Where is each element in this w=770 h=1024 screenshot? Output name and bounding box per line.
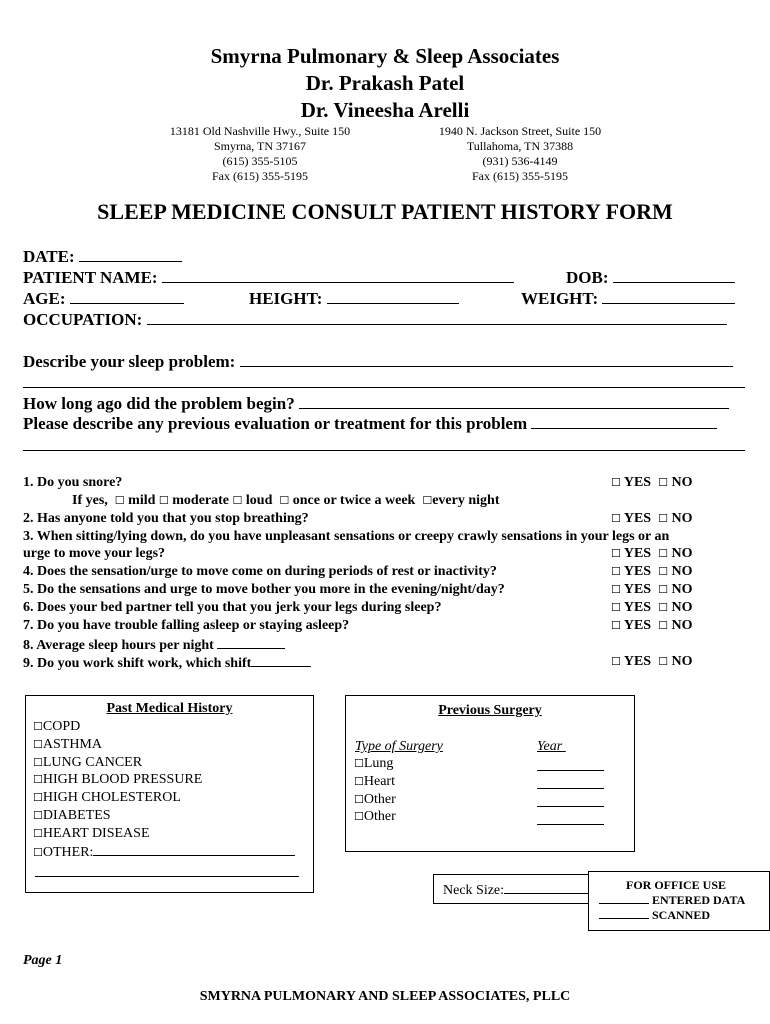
- dob-field[interactable]: DOB:: [566, 267, 735, 288]
- occupation-input-line[interactable]: [147, 309, 727, 325]
- list-item[interactable]: ☐Other: [354, 809, 396, 825]
- office-use-entered[interactable]: ENTERED DATA: [599, 893, 745, 908]
- checkbox-icon[interactable]: ☐: [33, 720, 43, 733]
- patient-name-input-line[interactable]: [162, 267, 514, 283]
- weight-input-line[interactable]: [602, 288, 735, 304]
- office-address-smyrna: 13181 Old Nashville Hwy., Suite 150 Smyrna, TN 37167 (615) 355-5105 Fax (615) 355-5195: [169, 124, 351, 183]
- past-medical-history-title: Past Medical History: [106, 701, 233, 716]
- question-evening-night: 5. Do the sensations and urge to move bother you more in the evening/night/day?: [23, 582, 505, 597]
- surgery-year-line[interactable]: [537, 824, 604, 825]
- occupation-field[interactable]: OCCUPATION:: [23, 309, 727, 330]
- checkbox-icon[interactable]: ☐: [33, 808, 43, 822]
- previous-evaluation-field[interactable]: Please describe any previous evaluation or treatment for this problem: [23, 413, 717, 434]
- page-number: Page 1: [23, 953, 63, 968]
- yes-no-stop-breathing[interactable]: ☐ YES ☐ NO: [611, 511, 693, 526]
- checkbox-icon[interactable]: ☐: [33, 773, 43, 787]
- surgery-year-line[interactable]: [537, 806, 604, 807]
- dob-input-line[interactable]: [613, 267, 735, 283]
- previous-evaluation-continuation-line[interactable]: [23, 450, 745, 451]
- list-item[interactable]: ☐HEART DISEASE: [33, 825, 150, 841]
- practice-name: Smyrna Pulmonary & Sleep Associates: [210, 44, 560, 68]
- height-field[interactable]: HEIGHT:: [249, 288, 459, 309]
- question-snore: 1. Do you snore?: [23, 475, 123, 490]
- checkbox-icon[interactable]: ☐: [114, 494, 125, 507]
- checkbox-icon[interactable]: ☐: [611, 476, 621, 489]
- problem-onset-input-line[interactable]: [299, 393, 729, 409]
- checkbox-icon[interactable]: ☐: [354, 792, 364, 806]
- medical-history-list: [33, 718, 295, 861]
- past-medical-history-box: [25, 695, 314, 893]
- checkbox-icon[interactable]: ☐: [33, 755, 43, 769]
- question-trouble-sleeping: 7. Do you have trouble falling asleep or staying asleep?: [23, 618, 350, 633]
- yes-no-shift-work[interactable]: ☐ YES ☐ NO: [611, 654, 693, 669]
- checkbox-icon[interactable]: ☐: [611, 547, 621, 560]
- checkbox-icon[interactable]: ☐: [658, 583, 668, 596]
- checkbox-icon[interactable]: ☐: [232, 494, 243, 507]
- office-use-scanned[interactable]: SCANNED: [599, 908, 710, 923]
- question-leg-sensations: 3. When sitting/lying down, do you have unpleasant sensations or creepy crawly sensations in your legs or an: [23, 529, 670, 544]
- list-item[interactable]: ☐Other: [354, 791, 396, 807]
- previous-surgery-title: Previous Surgery: [438, 703, 542, 718]
- sleep-problem-input-line[interactable]: [240, 351, 733, 367]
- question-rest-inactivity: 4. Does the sensation/urge to move come on during periods of rest or inactivity?: [23, 564, 497, 579]
- list-item[interactable]: ☐LUNG CANCER: [33, 754, 143, 770]
- list-item[interactable]: ☐OTHER:: [33, 843, 295, 862]
- list-item[interactable]: ☐Heart: [354, 773, 395, 789]
- checkbox-icon[interactable]: ☐: [279, 494, 290, 507]
- checkbox-icon[interactable]: ☐: [611, 655, 621, 668]
- checkbox-icon[interactable]: ☐: [422, 494, 433, 507]
- checkbox-icon[interactable]: ☐: [33, 845, 43, 859]
- other-input-line[interactable]: [93, 843, 295, 856]
- list-item[interactable]: ☐DIABETES: [33, 807, 111, 823]
- checkbox-icon[interactable]: ☐: [354, 810, 364, 824]
- date-field[interactable]: DATE:: [23, 246, 182, 267]
- question-sleep-hours[interactable]: 8. Average sleep hours per night: [23, 636, 285, 654]
- sleep-problem-field[interactable]: Describe your sleep problem:: [23, 351, 733, 372]
- checkbox-icon[interactable]: ☐: [658, 547, 668, 560]
- doctor-name: Dr. Vineesha Arelli: [300, 98, 470, 122]
- surgery-year-line[interactable]: [537, 770, 604, 771]
- checkbox-icon[interactable]: ☐: [658, 655, 668, 668]
- checkbox-icon[interactable]: ☐: [658, 601, 668, 614]
- checkbox-icon[interactable]: ☐: [611, 619, 621, 632]
- scanned-line[interactable]: [599, 908, 649, 919]
- office-use-box: [588, 871, 770, 931]
- yes-no-trouble-sleeping[interactable]: ☐ YES ☐ NO: [611, 618, 693, 633]
- checkbox-icon[interactable]: ☐: [33, 826, 43, 840]
- checkbox-icon[interactable]: ☐: [158, 494, 169, 507]
- yes-no-rest-inactivity[interactable]: ☐ YES ☐ NO: [611, 564, 693, 579]
- age-input-line[interactable]: [70, 288, 184, 304]
- checkbox-icon[interactable]: ☐: [611, 565, 621, 578]
- other-continuation-line[interactable]: [35, 876, 299, 877]
- age-field[interactable]: AGE:: [23, 288, 184, 309]
- doctor-name: Dr. Prakash Patel: [305, 71, 465, 95]
- question-stop-breathing: 2. Has anyone told you that you stop breathing?: [23, 511, 309, 526]
- form-title: SLEEP MEDICINE CONSULT PATIENT HISTORY FORM: [97, 199, 673, 224]
- checkbox-icon[interactable]: ☐: [33, 737, 43, 751]
- question-jerk-legs: 6. Does your bed partner tell you that you jerk your legs during sleep?: [23, 600, 442, 615]
- surgery-year-header: Year: [537, 739, 563, 754]
- checkbox-icon[interactable]: ☐: [658, 512, 668, 525]
- office-address-tullahoma: 1940 N. Jackson Street, Suite 150 Tullahoma, TN 37388 (931) 536-4149 Fax (615) 355-5195: [438, 124, 602, 183]
- checkbox-icon[interactable]: ☐: [658, 619, 668, 632]
- entered-data-line[interactable]: [599, 893, 649, 904]
- height-input-line[interactable]: [327, 288, 459, 304]
- checkbox-icon[interactable]: ☐: [354, 757, 364, 770]
- sleep-hours-input-line[interactable]: [217, 636, 285, 649]
- office-use-title: FOR OFFICE USE: [626, 878, 727, 892]
- checkbox-icon[interactable]: ☐: [658, 476, 668, 489]
- weight-field[interactable]: WEIGHT:: [521, 288, 735, 309]
- previous-surgery-box: [345, 695, 635, 852]
- sleep-problem-continuation-line[interactable]: [23, 387, 745, 388]
- previous-evaluation-input-line[interactable]: [531, 413, 717, 429]
- list-item[interactable]: ☐Lung: [354, 756, 394, 771]
- question-shift-work[interactable]: 9. Do you work shift work, which shift: [23, 654, 311, 672]
- checkbox-icon[interactable]: ☐: [611, 601, 621, 614]
- checkbox-icon[interactable]: ☐: [658, 565, 668, 578]
- surgery-year-line[interactable]: [537, 788, 604, 789]
- yes-no-leg-sensations[interactable]: ☐ YES ☐ NO: [611, 546, 693, 561]
- patient-name-field[interactable]: PATIENT NAME:: [23, 267, 514, 288]
- yes-no-snore[interactable]: ☐ YES ☐ NO: [611, 475, 693, 490]
- question-leg-sensations-cont: urge to move your legs?: [23, 546, 166, 561]
- footer-company-name: SMYRNA PULMONARY AND SLEEP ASSOCIATES, PLLC: [199, 989, 571, 1004]
- checkbox-icon[interactable]: ☐: [33, 791, 43, 805]
- date-input-line[interactable]: [79, 246, 182, 262]
- list-item[interactable]: ☐ASTHMA: [33, 736, 102, 752]
- snore-severity-options[interactable]: If yes, ☐ mild ☐ moderate ☐ loud ☐ once or twice a week ☐every night: [72, 493, 500, 508]
- checkbox-icon[interactable]: ☐: [611, 512, 621, 525]
- checkbox-icon[interactable]: ☐: [611, 583, 621, 596]
- surgery-list: [354, 755, 396, 826]
- neck-size-field[interactable]: Neck Size:: [443, 881, 602, 899]
- surgery-type-header: Type of Surgery: [355, 739, 443, 754]
- yes-no-jerk-legs[interactable]: ☐ YES ☐ NO: [611, 600, 693, 615]
- yes-no-evening-night[interactable]: ☐ YES ☐ NO: [611, 582, 693, 597]
- list-item[interactable]: ☐HIGH CHOLESTEROL: [33, 790, 181, 806]
- checkbox-icon[interactable]: ☐: [354, 774, 364, 788]
- problem-onset-field[interactable]: How long ago did the problem begin?: [23, 393, 729, 414]
- shift-input-line[interactable]: [251, 654, 311, 667]
- list-item[interactable]: ☐COPD: [33, 719, 81, 734]
- list-item[interactable]: ☐HIGH BLOOD PRESSURE: [33, 772, 203, 788]
